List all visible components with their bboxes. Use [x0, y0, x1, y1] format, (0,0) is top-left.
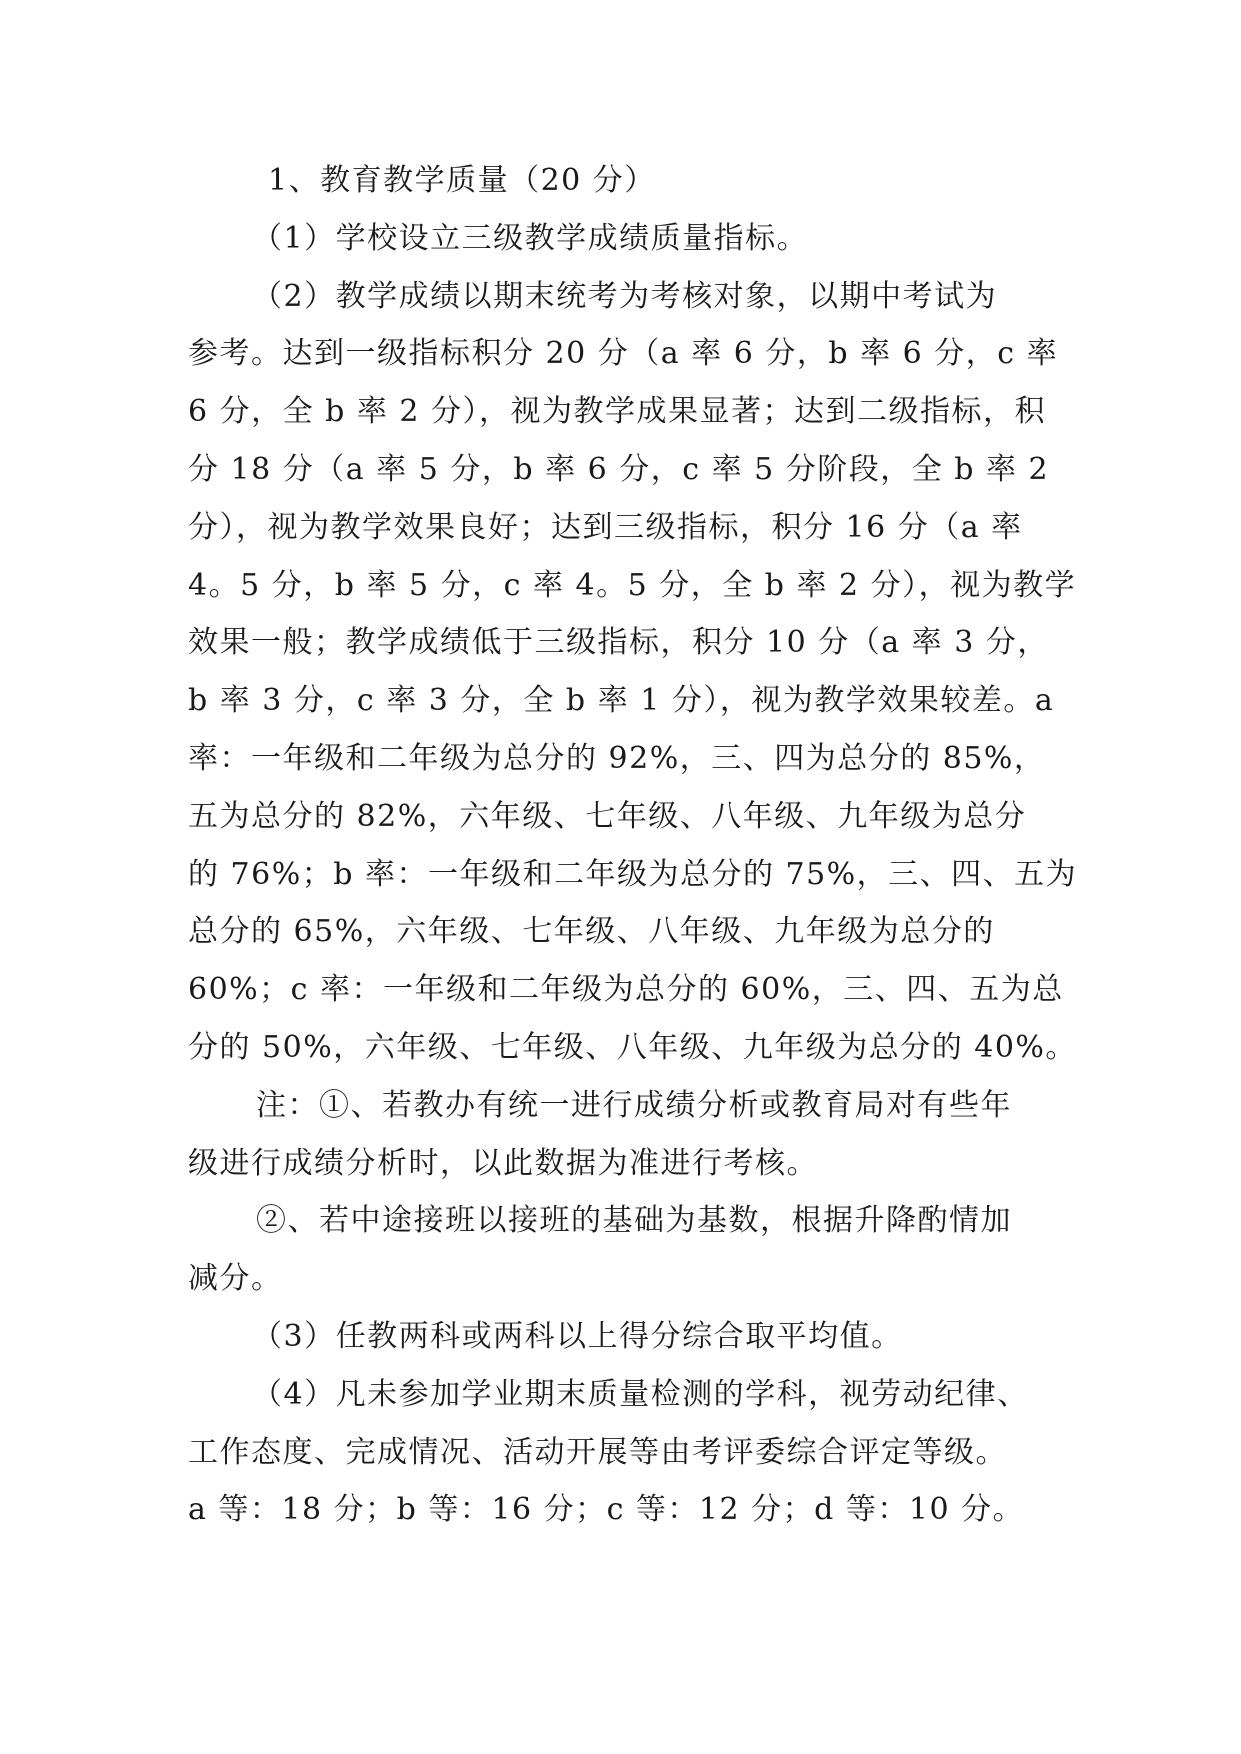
paragraph-item-2-line-1: （2）教学成绩以期末统考为考核对象，以期中考试为	[252, 278, 998, 314]
paragraph-item-4-line-3: a 等：18 分；b 等：16 分；c 等：12 分；d 等：10 分。	[188, 1492, 1025, 1528]
paragraph-item-1: （1）学校设立三级教学成绩质量指标。	[252, 220, 809, 256]
paragraph-item-2-line-3: 6 分，全 b 率 2 分），视为教学成果显著；达到二级指标，积	[188, 394, 1047, 430]
paragraph-item-2-line-13: 60%；c 率：一年级和二年级为总分的 60%，三、四、五为总	[188, 972, 1064, 1008]
note-2-line-2: 减分。	[188, 1261, 283, 1297]
note-2-line-1: ②、若中途接班以接班的基础为基数，根据升降酌情加	[256, 1203, 1012, 1239]
paragraph-item-4-line-2: 工作态度、完成情况、活动开展等由考评委综合评定等级。	[188, 1434, 1007, 1470]
section-heading-teaching-quality: 1、教育教学质量（20 分）	[268, 163, 656, 198]
paragraph-item-2-line-11: 的 76%；b 率：一年级和二年级为总分的 75%，三、四、五为	[188, 856, 1078, 892]
paragraph-item-2-line-8: b 率 3 分，c 率 3 分，全 b 率 1 分），视为教学效果较差。a	[188, 683, 1055, 719]
paragraph-item-2-line-12: 总分的 65%，六年级、七年级、八年级、九年级为总分的	[188, 914, 995, 950]
paragraph-item-2-line-7: 效果一般；教学成绩低于三级指标，积分 10 分（a 率 3 分，	[188, 625, 1049, 661]
paragraph-item-2-line-6: 4。5 分，b 率 5 分，c 率 4。5 分，全 b 率 2 分），视为教学	[188, 567, 1077, 603]
paragraph-item-4-line-1: （4）凡未参加学业期末质量检测的学科，视劳动纪律、	[252, 1376, 1029, 1412]
paragraph-item-2-line-9: 率：一年级和二年级为总分的 92%，三、四为总分的 85%，	[188, 740, 1046, 776]
paragraph-item-2-line-5: 分），视为教学效果良好；达到三级指标，积分 16 分（a 率	[188, 509, 1023, 545]
paragraph-item-2-line-2: 参考。达到一级指标积分 20 分（a 率 6 分，b 率 6 分，c 率	[188, 336, 1059, 372]
paragraph-item-3: （3）任教两科或两科以上得分综合取平均值。	[252, 1318, 903, 1354]
paragraph-item-2-line-4: 分 18 分（a 率 5 分，b 率 6 分，c 率 5 分阶段，全 b 率 2	[188, 451, 1050, 487]
paragraph-item-2-line-10: 五为总分的 82%，六年级、七年级、八年级、九年级为总分	[188, 798, 1027, 834]
note-1-line-2: 级进行成绩分析时，以此数据为准进行考核。	[188, 1145, 818, 1181]
note-1-line-1: 注：①、若教办有统一进行成绩分析或教育局对有些年	[256, 1087, 1012, 1123]
paragraph-item-2-line-14: 分的 50%，六年级、七年级、八年级、九年级为总分的 40%。	[188, 1029, 1077, 1065]
document-body	[188, 152, 1078, 1539]
